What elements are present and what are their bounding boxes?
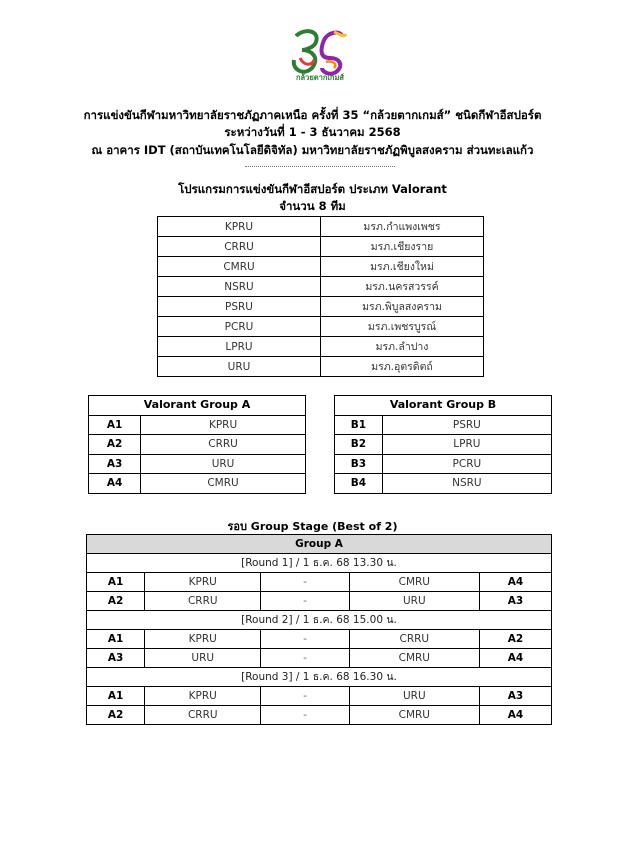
round-header: [Round 3] / 1 ธ.ค. 68 16.30 น. (87, 668, 552, 687)
seed-home: A1 (87, 573, 145, 592)
round-header: [Round 1] / 1 ธ.ค. 68 13.30 น. (87, 554, 552, 573)
event-title: การแข่งขันกีฬามหาวิทยาลัยราชภัฏภาคเหนือ ครั้งที่ 35 “กล้วยตากเกมส์” ชนิดกีฬาอีสปอร์ต (83, 108, 542, 122)
team-home: CRRU (145, 592, 261, 611)
table-row (158, 277, 484, 297)
team-name: มรภ.พิบูลสงคราม (321, 297, 484, 317)
team-code: CMRU (141, 474, 306, 494)
match-row (87, 630, 552, 649)
seed: A4 (89, 474, 141, 494)
team-code: URU (158, 357, 321, 377)
match-row (87, 687, 552, 706)
table-row (335, 474, 552, 494)
seed-home: A2 (87, 706, 145, 725)
team-code: PSRU (158, 297, 321, 317)
seed-away: A4 (479, 573, 551, 592)
group-a-table (88, 395, 306, 494)
table-row (89, 435, 306, 455)
match-row (87, 573, 552, 592)
team-away: CMRU (349, 706, 479, 725)
team-home: KPRU (145, 630, 261, 649)
group-b-table (334, 395, 552, 494)
group-a-title: Valorant Group A (89, 396, 306, 416)
team-away: CMRU (349, 573, 479, 592)
table-row (335, 435, 552, 455)
team-away: CRRU (349, 630, 479, 649)
team-name: มรภ.นครสวรรค์ (321, 277, 484, 297)
team-code: CMRU (158, 257, 321, 277)
table-row (158, 217, 484, 237)
team-name: มรภ.เชียงใหม่ (321, 257, 484, 277)
group-stage-schedule (86, 534, 552, 725)
seed-home: A2 (87, 592, 145, 611)
match-row (87, 592, 552, 611)
match-score: - (261, 630, 349, 649)
team-name: มรภ.เพชรบูรณ์ (321, 317, 484, 337)
event-dates: ระหว่างวันที่ 1 - 3 ธันวาคม 2568 (224, 125, 401, 139)
round-header: [Round 2] / 1 ธ.ค. 68 15.00 น. (87, 611, 552, 630)
table-row (158, 297, 484, 317)
event-logo (290, 28, 350, 90)
table-row (335, 415, 552, 435)
match-score: - (261, 706, 349, 725)
table-row (89, 454, 306, 474)
table-row (158, 357, 484, 377)
seed-home: A3 (87, 649, 145, 668)
team-name: มรภ.อุตรดิตถ์ (321, 357, 484, 377)
team-code: KPRU (158, 217, 321, 237)
team-code: NSRU (382, 474, 551, 494)
table-row (335, 454, 552, 474)
team-code: URU (141, 454, 306, 474)
team-name: มรภ.ลำปาง (321, 337, 484, 357)
team-home: KPRU (145, 573, 261, 592)
group-header: Group A (87, 535, 552, 554)
seed-away: A2 (479, 630, 551, 649)
seed-away: A4 (479, 649, 551, 668)
event-venue: ณ อาคาร IDT (สถาบันเทคโนโลยีดิจิทัล) มหาวิทยาลัยราชภัฏพิบูลสงคราม ส่วนทะเลแก้ว (91, 143, 534, 157)
group-b-title: Valorant Group B (335, 396, 552, 416)
logo-wordmark: กล้วยตากเกมส์ (296, 73, 344, 82)
table-row (158, 237, 484, 257)
seed-home: A1 (87, 630, 145, 649)
table-row (158, 317, 484, 337)
table-row (89, 415, 306, 435)
seed-away: A4 (479, 706, 551, 725)
team-home: KPRU (145, 687, 261, 706)
team-code: LPRU (158, 337, 321, 357)
seed-away: A3 (479, 592, 551, 611)
team-away: URU (349, 592, 479, 611)
match-score: - (261, 573, 349, 592)
team-code: PCRU (382, 454, 551, 474)
team-home: CRRU (145, 706, 261, 725)
seed: B3 (335, 454, 383, 474)
team-code: CRRU (158, 237, 321, 257)
table-row (89, 474, 306, 494)
team-count: จำนวน 8 ทีม (279, 199, 346, 213)
seed: A3 (89, 454, 141, 474)
team-code: PSRU (382, 415, 551, 435)
stage-title: รอบ Group Stage (Best of 2) (227, 520, 398, 533)
match-row (87, 706, 552, 725)
team-code: KPRU (141, 415, 306, 435)
team-code: PCRU (158, 317, 321, 337)
seed-away: A3 (479, 687, 551, 706)
seed: A1 (89, 415, 141, 435)
table-row (158, 337, 484, 357)
teams-table (157, 216, 484, 377)
seed: B4 (335, 474, 383, 494)
divider (245, 166, 395, 167)
match-score: - (261, 649, 349, 668)
match-score: - (261, 592, 349, 611)
seed: B2 (335, 435, 383, 455)
match-score: - (261, 687, 349, 706)
team-code: CRRU (141, 435, 306, 455)
team-code: LPRU (382, 435, 551, 455)
team-away: CMRU (349, 649, 479, 668)
team-away: URU (349, 687, 479, 706)
seed: B1 (335, 415, 383, 435)
program-title: โปรแกรมการแข่งขันกีฬาอีสปอร์ต ประเภท Valorant (178, 182, 447, 196)
seed-home: A1 (87, 687, 145, 706)
seed: A2 (89, 435, 141, 455)
team-home: URU (145, 649, 261, 668)
team-code: NSRU (158, 277, 321, 297)
team-name: มรภ.กำแพงเพชร (321, 217, 484, 237)
match-row (87, 649, 552, 668)
table-row (158, 257, 484, 277)
team-name: มรภ.เชียงราย (321, 237, 484, 257)
